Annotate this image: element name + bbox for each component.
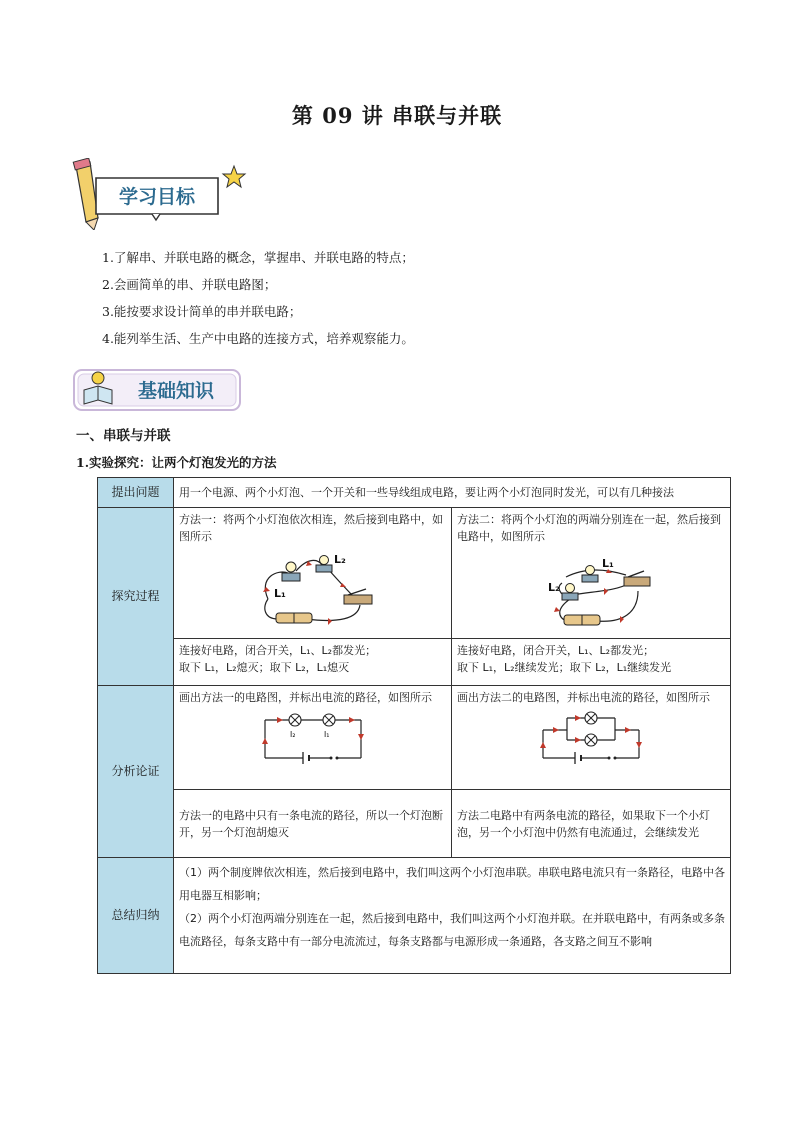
table-row	[98, 508, 731, 639]
table-row	[98, 686, 731, 790]
label-l1: L₁	[602, 557, 614, 570]
observation-line: 连接好电路，闭合开关，L₁、L₂都发光；	[179, 644, 377, 657]
table-row	[98, 858, 731, 974]
question-cell: 用一个电源、两个小灯泡、一个开关和一些导线组成电路，要让两个小灯泡同时发光，可以有几种接法	[174, 478, 731, 508]
method1-drawing-text: 画出方法一的电路图，并标出电流的路径，如图所示	[179, 691, 432, 704]
method2-observation	[452, 639, 731, 686]
series-photo-diagram	[248, 547, 378, 627]
method2-drawing-cell	[452, 686, 731, 790]
method1-observation	[174, 639, 452, 686]
row-header-question: 提出问题	[98, 478, 174, 508]
row-header-summary: 总结归纳	[98, 858, 174, 974]
method2-conclusion: 方法二电路中有两条电流的路径，如果取下一个小灯泡，另一个小灯泡中仍然有电流通过，会继续发光	[452, 790, 731, 858]
method1-description: 方法一：将两个小灯泡依次相连，然后接到电路中，如图所示	[179, 513, 443, 543]
objective-item: 1.了解串、并联电路的概念，掌握串、并联电路的特点；	[102, 250, 414, 265]
label-l1: L₁	[273, 587, 286, 600]
method1-drawing-cell	[174, 686, 452, 790]
summary-cell	[174, 858, 731, 974]
objective-item: 2.会画简单的串、并联电路图；	[102, 277, 277, 292]
battery-symbol-icon	[575, 752, 581, 764]
method1-conclusion: 方法一的电路中只有一条电流的路径，所以一个灯泡断开，另一个灯泡胡熄灭	[174, 790, 452, 858]
lamp-l2-icon	[562, 584, 578, 601]
basics-badge-label: 基础知识	[137, 380, 215, 402]
label-l2: L₂	[548, 581, 560, 594]
table-row	[98, 478, 731, 508]
switch-symbol-icon	[329, 757, 338, 760]
section-heading: 一、串联与并联	[76, 428, 171, 444]
pencil-icon	[73, 158, 98, 230]
objective-item: 4.能列举生活、生产中电路的连接方式，培养观察能力。	[102, 331, 414, 346]
lamp-symbol-icon	[585, 712, 597, 724]
experiment-table	[97, 477, 731, 974]
basics-badge	[72, 364, 244, 416]
lamp-l2-icon	[316, 556, 332, 573]
row-header-process: 探究过程	[98, 508, 174, 686]
objective-item: 3.能按要求设计简单的串并联电路；	[102, 304, 302, 319]
sub-heading: 1.实验探究：让两个灯泡发光的方法	[76, 455, 277, 470]
method2-description: 方法二：将两个小灯泡的两端分别连在一起，然后接到电路中，如图所示	[457, 513, 721, 543]
objectives-list	[102, 244, 742, 352]
observation-line: 取下 L₁，L₂继续发光；取下 L₂，L₁继续发光	[457, 661, 672, 674]
summary-point: （2）两个小灯泡两端分别连在一起，然后接到电路中，我们叫这两个小灯泡并联。在并联电路中，有两条或多条电流路径，每条支路中有一部分电流流过，每条支路都与电源形成一条通路，各支路之间互不影响	[179, 912, 725, 948]
battery-icon	[276, 613, 312, 623]
lamp-l1-icon	[282, 562, 300, 581]
parallel-circuit-diagram	[535, 708, 647, 766]
method2-cell	[452, 508, 731, 639]
observation-line: 取下 L₁，L₂熄灭；取下 L₂，L₁熄灭	[179, 661, 350, 674]
page-title: 第 09 讲 串联与并联	[291, 103, 503, 128]
table-row	[98, 790, 731, 858]
label-l2: l₂	[289, 730, 295, 739]
row-header-analysis: 分析论证	[98, 686, 174, 858]
series-circuit-diagram	[257, 708, 369, 766]
switch-symbol-icon	[608, 757, 617, 760]
table-row	[98, 639, 731, 686]
battery-symbol-icon	[303, 752, 309, 764]
label-l1: l₁	[323, 730, 329, 739]
lamp-symbol-icon	[585, 734, 597, 746]
lamp-l1-icon	[582, 566, 598, 583]
battery-icon	[564, 615, 600, 625]
objectives-badge-label: 学习目标	[118, 186, 196, 208]
method2-drawing-text: 画出方法二的电路图，并标出电流的路径，如图所示	[457, 691, 710, 704]
observation-line: 连接好电路，闭合开关，L₁、L₂都发光；	[457, 644, 655, 657]
summary-point: （1）两个制度牌依次相连，然后接到电路中，我们叫这两个小灯泡串联。串联电路电流只有一条路径，电路中各用电器互相影响；	[179, 866, 725, 902]
lamp-symbol-icon	[289, 714, 301, 726]
parallel-photo-diagram	[526, 547, 656, 627]
current-arrows	[262, 717, 364, 744]
lamp-symbol-icon	[323, 714, 335, 726]
label-l2: L₂	[333, 553, 346, 566]
method1-cell	[174, 508, 452, 639]
switch-icon	[624, 571, 650, 586]
star-icon	[223, 166, 245, 187]
objectives-badge	[68, 158, 248, 230]
